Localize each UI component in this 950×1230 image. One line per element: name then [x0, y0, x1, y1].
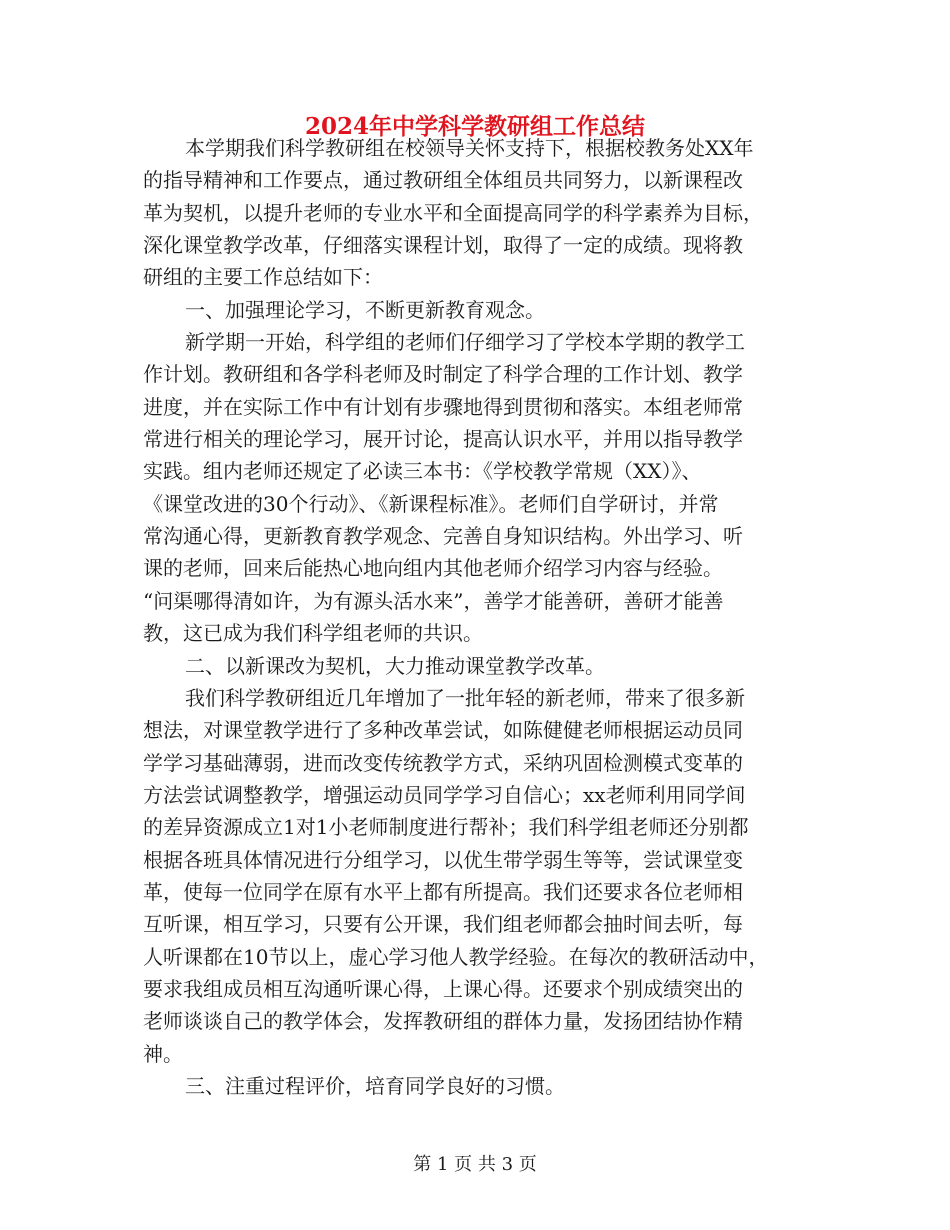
text-line: 要求我组成员相互沟通听课心得，上课心得。还要求个别成绩突出的 [143, 976, 743, 1001]
text-line: 人听课都在10节以上，虚心学习他人教学经验。在每次的教研活动中， [143, 944, 769, 969]
text-line: 作计划。教研组和各学科老师及时制定了科学合理的工作计划、教学 [143, 362, 743, 387]
text-line: 革，使每一位同学在原有水平上都有所提高。我们还要求各位老师相 [143, 879, 743, 904]
text-line: 革为契机，以提升老师的专业水平和全面提高同学的科学素养为目标， [143, 200, 763, 225]
text-line: 课的老师，回来后能热心地向组内其他老师介绍学习内容与经验。 [143, 556, 723, 581]
document-title: 2024年中学科学教研组工作总结 [304, 113, 645, 140]
text-line: 一、加强理论学习，不断更新教育观念。 [185, 297, 545, 322]
text-line: 想法，对课堂教学进行了多种改革尝试，如陈健健老师根据运动员同 [143, 718, 743, 743]
text-line: 互听课，相互学习，只要有公开课，我们组老师都会抽时间去听，每 [143, 912, 743, 937]
text-line: 二、以新课改为契机，大力推动课堂教学改革。 [185, 653, 605, 678]
text-line: 学学习基础薄弱，进而改变传统教学方式，采纳巩固检测模式变革的 [143, 750, 743, 775]
text-line: 《课堂改进的30个行动》、《新课程标准》。老师们自学研讨，并常 [143, 491, 719, 516]
text-line: 实践。组内老师还规定了必读三本书：《学校教学常规（XX）》、 [143, 459, 702, 484]
text-line: 的差异资源成立1对1小老师制度进行帮补；我们科学组老师还分别都 [143, 815, 749, 840]
text-line: 深化课堂教学改革，仔细落实课程计划，取得了一定的成绩。现将教 [143, 233, 743, 258]
text-line: 教，这已成为我们科学组老师的共识。 [143, 621, 483, 646]
text-line: 常进行相关的理论学习，展开讨论，提高认识水平，并用以指导教学 [143, 427, 743, 452]
text-line: 神。 [143, 1041, 183, 1066]
text-line: 研组的主要工作总结如下： [143, 265, 383, 290]
text-line: 本学期我们科学教研组在校领导关怀支持下，根据校教务处XX年 [185, 136, 754, 160]
text-line: 新学期一开始，科学组的老师们仔细学习了学校本学期的教学工 [185, 330, 745, 355]
text-line: 方法尝试调整教学，增强运动员同学学习自信心；xx老师利用同学间 [143, 782, 746, 807]
document-body [143, 132, 813, 1102]
text-line: 老师谈谈自己的教学体会，发挥教研组的群体力量，发扬团结协作精 [143, 1009, 743, 1034]
page-footer: 第 1 页 共 3 页 [413, 1154, 537, 1175]
text-line: 进度，并在实际工作中有计划有步骤地得到贯彻和落实。本组老师常 [143, 394, 743, 419]
text-line: 常沟通心得，更新教育教学观念、完善自身知识结构。外出学习、听 [143, 524, 743, 549]
text-line: 我们科学教研组近几年增加了一批年轻的新老师，带来了很多新 [185, 685, 745, 710]
text-line: 三、注重过程评价，培育同学良好的习惯。 [185, 1073, 565, 1098]
text-line: 根据各班具体情况进行分组学习，以优生带学弱生等等，尝试课堂变 [143, 847, 743, 872]
text-line: “问渠哪得清如许，为有源头活水来”，善学才能善研，善研才能善 [143, 588, 724, 613]
text-line: 的指导精神和工作要点，通过教研组全体组员共同努力，以新课程改 [143, 168, 743, 193]
